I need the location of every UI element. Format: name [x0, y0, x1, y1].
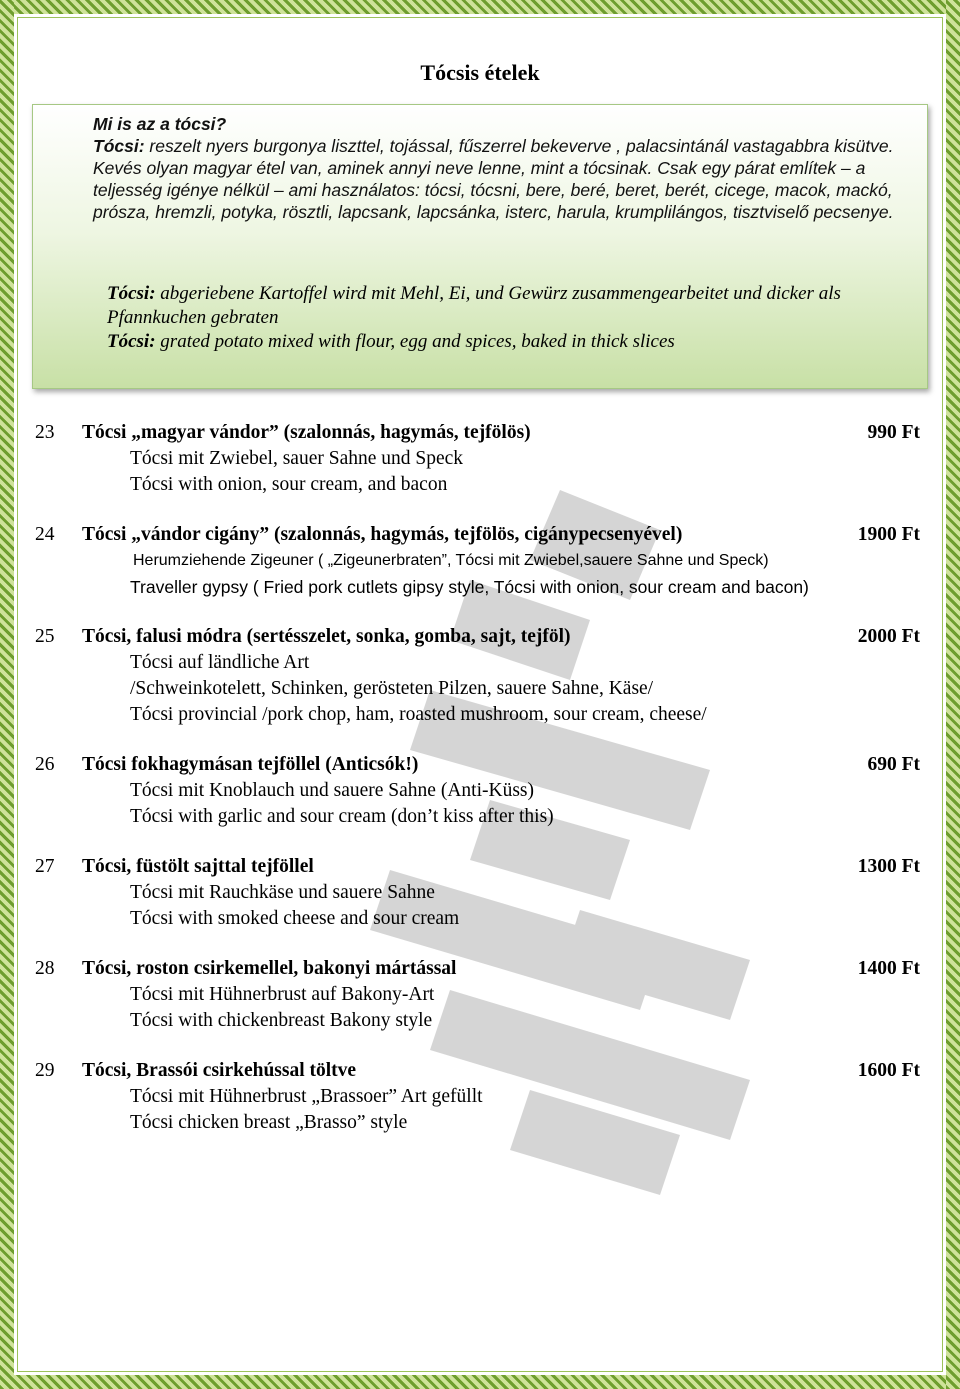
item-german: Tócsi mit Hühnerbrust „Brassoer” Art gefüllt [130, 1086, 483, 1107]
item-name: Tócsi, roston csirkemellel, bakonyi mártással [82, 958, 457, 979]
item-german: Tócsi mit Hühnerbrust auf Bakony-Art [130, 984, 435, 1005]
item-price: 2000 Ft [857, 626, 920, 647]
menu-item [35, 624, 920, 728]
border-top [0, 0, 960, 14]
item-name: Tócsi, Brassói csirkehússal töltve [82, 1060, 357, 1081]
border-right [946, 0, 960, 1389]
item-number: 25 [35, 626, 55, 647]
item-english: Traveller gypsy ( Fried pork cutlets gipsy style, Tócsi with onion, sour cream and bacon) [130, 577, 809, 597]
item-price: 1600 Ft [857, 1060, 920, 1081]
menu-item [35, 522, 920, 600]
item-english: Tócsi with chickenbreast Bakony style [130, 1010, 433, 1031]
menu-item [35, 420, 920, 498]
intro-de [107, 282, 917, 330]
menu-item [35, 1058, 920, 1136]
item-price: 1900 Ft [857, 524, 920, 545]
page-title: Tócsis ételek [420, 60, 540, 85]
item-german: Tócsi mit Knoblauch und sauere Sahne (Anti-Küss) [130, 780, 534, 801]
item-english: Tócsi with garlic and sour cream (don’t kiss after this) [130, 806, 554, 827]
item-number: 28 [35, 958, 55, 979]
intro-hu-label: Tócsi: [93, 136, 145, 156]
menu-list [35, 420, 920, 1160]
item-name: Tócsi „magyar vándor” (szalonnás, hagymás, tejfölös) [82, 422, 531, 443]
item-name: Tócsi, füstölt sajttal tejföllel [82, 856, 314, 877]
item-number: 29 [35, 1060, 55, 1081]
menu-item [35, 752, 920, 830]
item-english: Tócsi chicken breast „Brasso” style [130, 1112, 408, 1133]
intro-de-definition: abgeriebene Kartoffel wird mit Mehl, Ei, und Gewürz zusammengearbeitet und dicker als Pfannkuchen gebraten [107, 283, 841, 328]
item-number: 27 [35, 856, 55, 877]
item-price: 690 Ft [867, 754, 920, 775]
intro-en-definition: grated potato mixed with flour, egg and spices, baked in thick slices [155, 331, 675, 352]
menu-item [35, 854, 920, 932]
intro-en-label: Tócsi: [107, 331, 156, 352]
item-price: 990 Ft [867, 422, 920, 443]
item-name: Tócsi fokhagymásan tejföllel (Anticsók!) [82, 754, 419, 775]
item-german: Tócsi mit Zwiebel, sauer Sahne und Speck [130, 448, 464, 469]
item-name: Tócsi „vándor cigány” (szalonnás, hagymás, tejfölös, cigánypecsenyével) [82, 524, 683, 545]
intro-question: Mi is az a tócsi? [93, 114, 227, 134]
intro-hu-definition: reszelt nyers burgonya liszttel, tojással, fűszerrel bekeverve , palacsintánál vastagabbra kisütve. [144, 136, 894, 156]
item-english: Tócsi with onion, sour cream, and bacon [130, 474, 448, 495]
border-left [0, 0, 14, 1389]
item-price: 1300 Ft [857, 856, 920, 877]
item-number: 24 [35, 524, 55, 545]
item-english: Tócsi provincial /pork chop, ham, roasted mushroom, sour cream, cheese/ [130, 704, 707, 725]
item-number: 23 [35, 422, 55, 443]
intro-en [107, 330, 917, 354]
item-german: Tócsi auf ländliche Art [130, 652, 310, 673]
item-english: Tócsi with smoked cheese and sour cream [130, 908, 460, 929]
item-german-detail: /Schweinkotelett, Schinken, gerösteten Pilzen, sauere Sahne, Käse/ [130, 678, 654, 699]
intro-text [93, 113, 908, 223]
item-german: Tócsi mit Rauchkäse und sauere Sahne [130, 882, 435, 903]
item-price: 1400 Ft [857, 958, 920, 979]
item-german: Herumziehende Zigeuner ( „Zigeunerbraten”, Tócsi mit Zwiebel,sauere Sahne und Speck) [133, 552, 769, 569]
item-name: Tócsi, falusi módra (sertésszelet, sonka, gomba, sajt, tejföl) [82, 626, 571, 647]
intro-names: Kevés olyan magyar étel van, aminek annyi neve lenne, mint a tócsinak. Csak egy párat említek – a teljesség igénye nélkül – ami használatos: tócsi, tócsni, bere, beré, beret, berét, cicege, macok, mackó, prósza, hremzli, potyka, rösztli, lapcsank, lapcsánka, isterc, harula, krumplilángos, tisztviselő pecsenye. [93, 158, 894, 222]
border-bottom [0, 1375, 960, 1389]
intro-de-label: Tócsi: [107, 283, 156, 304]
menu-item [35, 956, 920, 1034]
item-number: 26 [35, 754, 55, 775]
